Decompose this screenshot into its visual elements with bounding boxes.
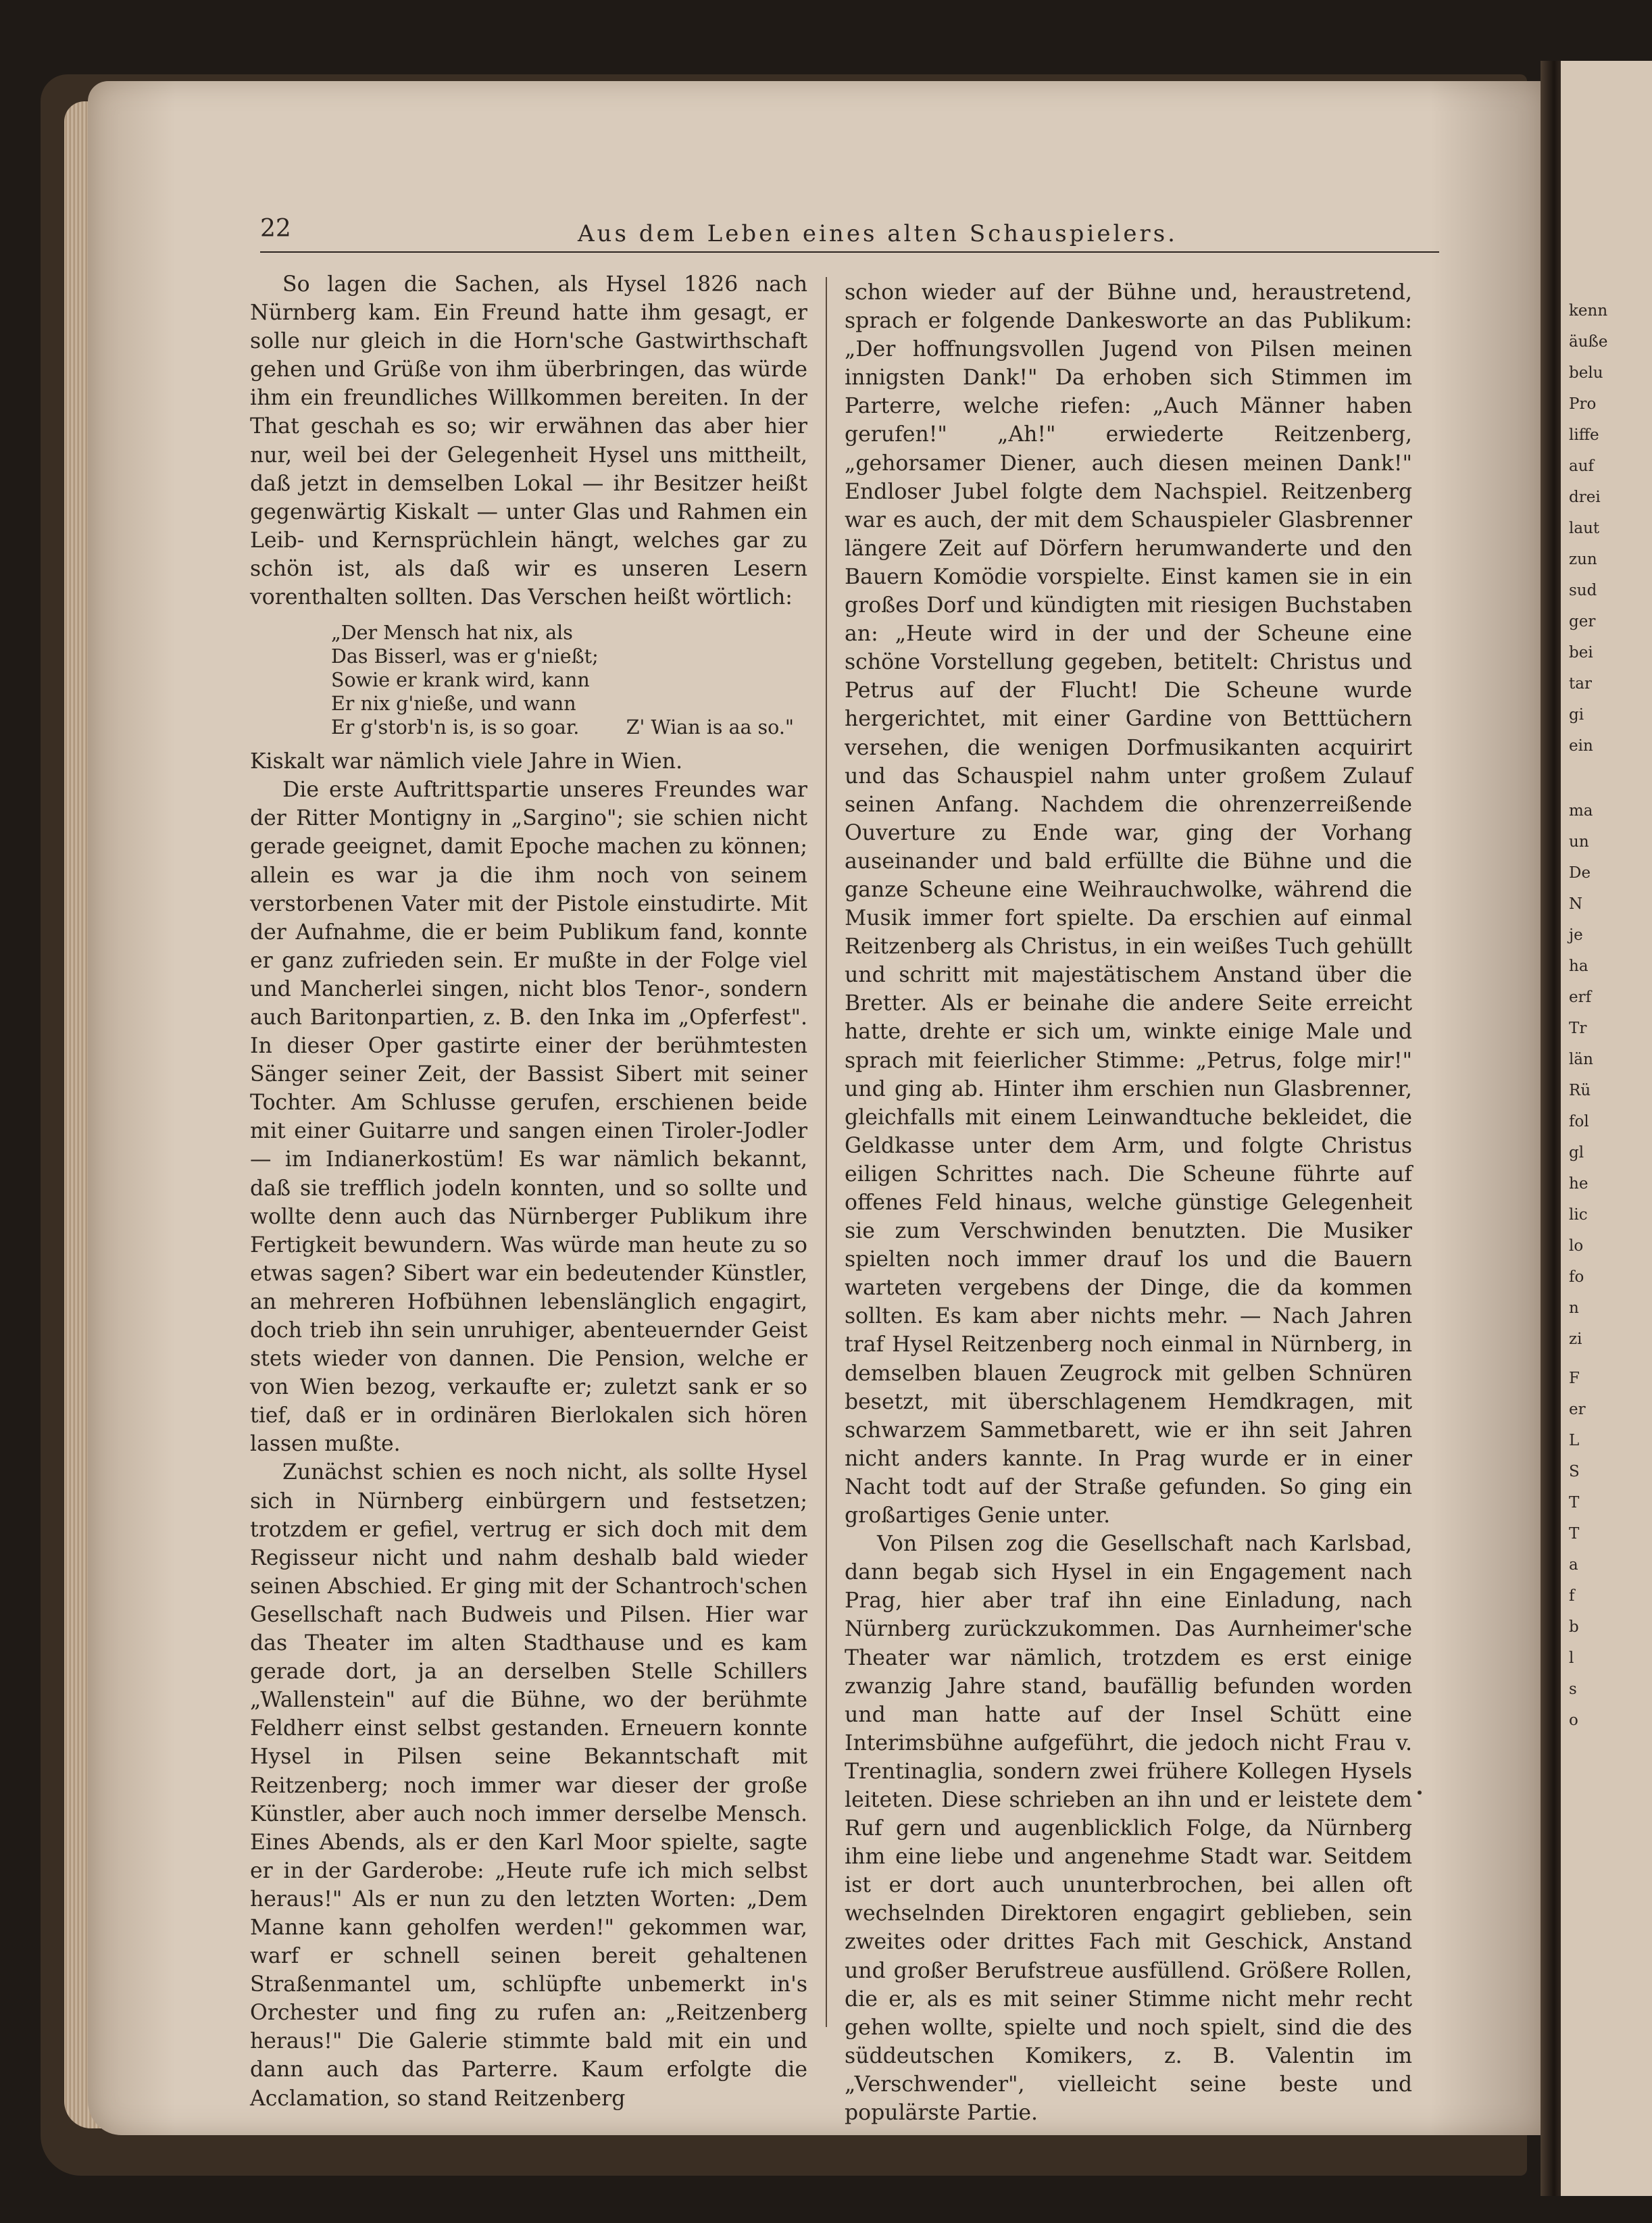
verse-line: Sowie er krank wird, kann: [331, 669, 590, 692]
facing-page-fragment: un: [1569, 833, 1589, 851]
verse-line: Er nix g'nieße, und wann: [331, 693, 576, 716]
facing-page-fragment: tar: [1569, 675, 1592, 693]
facing-page-fragment: äuße: [1569, 333, 1608, 351]
facing-page-fragment: f: [1569, 1587, 1575, 1605]
verse-line-final: [331, 716, 807, 739]
facing-page-fragment: s: [1569, 1680, 1577, 1698]
facing-page-fragment: ger: [1569, 613, 1596, 630]
facing-page-fragment: Pro: [1569, 395, 1597, 413]
paragraph: So lagen die Sachen, als Hysel 1826 nach Nürnberg kam. Ein Freund hatte ihm gesagt, er solle nur gleich in die Horn'sche Gastwirthschaft gehen und Grüße von ihm überbringen, das würde ihm ein freundliches Willkommen bereiten. In der That geschah es so; wir erwähnen das aber hier nur, weil bei der Gelegenheit Hysel uns mittheilt, daß jetzt in demselben Lokal — ihr Besitzer heißt gegenwärtig Kiskalt — unter Glas und Rahmen ein Leib- und Kernsprüchlein hängt, welches gar zu schön ist, als daß wir es unseren Lesern vorenthalten sollten. Das Verschen heißt wörtlich:: [250, 272, 807, 610]
facing-page-fragment: belu: [1569, 364, 1603, 382]
facing-page-fragment: gi: [1569, 706, 1584, 724]
page-number: 22: [260, 215, 291, 243]
verse-line: Das Bisserl, was er g'nießt;: [331, 645, 599, 668]
facing-page-fragment: erf: [1569, 989, 1592, 1006]
facing-page-fragment: län: [1569, 1051, 1593, 1068]
facing-page-fragment: bei: [1569, 644, 1593, 661]
facing-page-fragment: L: [1569, 1432, 1580, 1449]
facing-page-fragment: he: [1569, 1175, 1588, 1193]
facing-page-fragment: ha: [1569, 957, 1588, 975]
right-column: [845, 278, 1412, 2127]
page-header: [260, 211, 1439, 253]
facing-page-fragment: S: [1569, 1463, 1580, 1480]
facing-page-fragment: l: [1569, 1649, 1574, 1667]
facing-page-fragment: b: [1569, 1618, 1579, 1636]
facing-page-fragment: ein: [1569, 737, 1593, 755]
verse-tail: Z' Wian is aa so.": [626, 716, 794, 739]
column-divider: [826, 277, 827, 2027]
paragraph: Die erste Auftrittspartie unseres Freundes war der Ritter Montigny in „Sargino"; sie schien nicht gerade geeignet, damit Epoche machen zu können; allein es war ja die ihm noch von seinem verstorbenen Vater mit der Pistole einstudirte. Mit der Aufnahme, die er beim Publikum fand, konnte er ganz zufrieden sein. Er mußte in der Folge viel und Mancherlei singen, nicht blos Tenor-, sondern auch Baritonpartien, z. B. den Inka im „Opferfest". In dieser Oper gastirte einer der berühmtesten Sänger seiner Zeit, der Bassist Sibert mit seiner Tochter. Am Schlusse gerufen, erschienen beide mit einer Guitarre und sangen einen Tiroler-Jodler — im Indianerkostüm! Es war nämlich bekannt, daß sie trefflich jodeln konnten, und so sollte und wollte denn auch das Nürnberger Publikum ihre Fertigkeit bewundern. Was würde man heute zu so etwas sagen? Sibert war ein bedeutender Künstler, an mehreren Hofbühnen lebenslänglich engagirt, doch trieb ihn sein unruhiger, abenteuernder Geist stets wieder von dannen. Die Pension, welche er von Wien bezog, verkaufte er; zuletzt sank er so tief, daß er in ordinären Bierlokalen sich hören lassen mußte.: [250, 778, 807, 1457]
running-title: Aus dem Leben eines alten Schauspielers.: [578, 220, 1178, 247]
facing-page-fragment: Tr: [1569, 1020, 1587, 1037]
paragraph: Zunächst schien es noch nicht, als sollte Hysel sich in Nürnberg einbürgern und festsetzen; trotzdem er gefiel, vertrug er sich doch mit dem Regisseur nicht und nahm deshalb bald wieder seinen Abschied. Er ging mit der Schantroch'schen Gesellschaft nach Budweis und Pilsen. Hier war das Theater im alten Stadthause und es kam gerade dort, ja an derselben Stelle Schillers „Wallenstein" auf die Bühne, wo der berühmte Feldherr einst selbst gestanden. Erneuern konnte Hysel in Pilsen seine Bekanntschaft mit Reitzenberg; noch immer war dieser der große Künstler, aber auch noch immer derselbe Mensch. Eines Abends, als er den Karl Moor spielte, sagte er in der Garderobe: „Heute rufe ich mich selbst heraus!" Als er nun zu den letzten Worten: „Dem Manne kann geholfen werden!" gekommen war, warf er schnell seinen bereit gehaltenen Straßenmantel um, schlüpfte unbemerkt in's Orchester und fing zu rufen an: „Reitzenberg heraus!" Die Galerie stimmte bald mit ein und dann auch das Parterre. Kaum erfolgte die Acclamation, so stand Reitzenberg: [250, 1460, 807, 2111]
left-column: [250, 270, 807, 2113]
facing-page-fragment: drei: [1569, 489, 1601, 506]
facing-page-fragment: fo: [1569, 1268, 1584, 1286]
facing-page-fragment: T: [1569, 1525, 1580, 1543]
facing-page-fragment: o: [1569, 1712, 1578, 1729]
ink-speck: [1418, 1791, 1422, 1795]
facing-page: [1561, 61, 1652, 2196]
facing-page-fragment: T: [1569, 1494, 1580, 1512]
facing-page-fragment: zi: [1569, 1330, 1582, 1348]
facing-page-fragment: n: [1569, 1299, 1579, 1317]
facing-page-fragment: kenn: [1569, 302, 1608, 320]
facing-page-fragment: ma: [1569, 802, 1593, 820]
paragraph: Kiskalt war nämlich viele Jahre in Wien.: [250, 749, 683, 774]
verse-line: Er g'storb'n is, is so goar.: [331, 716, 580, 739]
facing-page-fragment: auf: [1569, 457, 1595, 475]
facing-page-fragment: zun: [1569, 551, 1597, 568]
facing-page-fragment: er: [1569, 1401, 1586, 1418]
facing-page-fragment: sud: [1569, 582, 1597, 599]
facing-page-fragment: gl: [1569, 1144, 1584, 1162]
paragraph: Von Pilsen zog die Gesellschaft nach Karlsbad, dann begab sich Hysel in ein Engagement nach Prag, hier aber traf ihn eine Einladung, nach Nürnberg zurückzukommen. Das Aurnheimer'sche Theater war nämlich, trotzdem es erst einige zwanzig Jahre stand, baufällig befunden worden und man hatte auf der Insel Schütt eine Interimsbühne aufgeführt, die jedoch nicht Frau v. Trentinaglia, sondern zwei frühere Kollegen Hysels leiteten. Diese schrieben an ihn und er leistete dem Ruf gern und augenblicklich Folge, da Nürnberg ihm eine liebe und angenehme Stadt war. Seitdem ist er dort auch ununterbrochen, bei allen oft wechselnden Direktoren engagirt geblieben, sein zweites oder drittes Fach mit Geschick, Anstand und großer Berufstreue ausfüllend. Größere Rollen, die er, als es mit seiner Stimme nicht mehr recht gehen wollte, spielte und noch spielt, sind die des süddeutschen Komikers, z. B. Valentin im „Verschwender", vielleicht seine beste und populärste Partie.: [845, 1532, 1412, 2125]
facing-page-fragment: fol: [1569, 1113, 1589, 1130]
facing-page-fragment: De: [1569, 864, 1591, 882]
facing-page-fragment: a: [1569, 1556, 1578, 1574]
facing-page-fragment: laut: [1569, 520, 1600, 537]
verse-line: „Der Mensch hat nix, als: [331, 622, 573, 645]
facing-page-fragment: je: [1569, 926, 1583, 944]
facing-page-fragment: lo: [1569, 1237, 1584, 1255]
paragraph: schon wieder auf der Bühne und, heraustretend, sprach er folgende Dankesworte an das Publikum: „Der hoffnungsvollen Jugend von Pilsen meinen innigsten Dank!" Da erhoben sich Stimmen im Parterre, welche riefen: „Auch Männer haben gerufen!" „Ah!" erwiederte Reitzenberg, „gehorsamer Diener, auch diesen meinen Dank!" Endloser Jubel folgte dem Nachspiel. Reitzenberg war es auch, der mit dem Schauspieler Glasbrenner längere Zeit auf Dörfern herumwanderte und den Bauern Komödie vorspielte. Einst kamen sie in ein großes Dorf und kündigten mit riesigen Buchstaben an: „Heute wird in der und der Scheune eine schöne Vorstellung gegeben, betitelt: Christus und Petrus auf der Flucht! Die Scheune wurde hergerichtet, mit einer Gardine von Betttüchern versehen, die wenigen Dorfmusikanten acquirirt und das Schauspiel nahm unter großem Zulauf seinen Anfang. Nachdem die ohrenzerreißende Ouverture zu Ende war, ging der Vorhang auseinander und bald erfüllte die Bühne und die ganze Scheune eine Weihrauchwolke, während die Musik immer fort spielte. Da erschien auf einmal Reitzenberg als Christus, in ein weißes Tuch gehüllt und schritt mit majestätischem Anstand über die Bretter. Als er beinahe die andere Seite erreicht hatte, drehte er sich um, winkte einige Male und sprach mit feierlicher Stimme: „Petrus, folge mir!" und ging ab. Hinter ihm erschien nun Glasbrenner, gleichfalls mit einem Leinwandtuche bekleidet, die Geldkasse unter dem Arm, und folgte Christus eiligen Schrittes nach. Die Scheune führte auf offenes Feld hinaus, welche günstige Gelegenheit sie zum Verschwinden benutzten. Die Musiker spielten noch immer drauf los und die Bauern warteten vergebens der Dinge, die da kommen sollten. Es kam aber nichts mehr. — Nach Jahren traf Hysel Reitzenberg noch einmal in Nürnberg, in demselben blauen Zeugrock mit gelben Schnüren besetzt, mit überschlagenem Hemdkragen, mit schwarzem Sammetbarett, wie er ihn seit Jahren nicht anders kannte. In Prag wurde er in einer Nacht todt auf der Straße gefunden. So ging ein großartiges Genie unter.: [845, 280, 1412, 1528]
facing-page-fragment: F: [1569, 1370, 1580, 1387]
verse-block: [250, 621, 807, 739]
facing-page-fragment: lic: [1569, 1206, 1588, 1224]
facing-page-fragment: liffe: [1569, 426, 1599, 444]
facing-page-fragment: N: [1569, 895, 1583, 913]
facing-page-fragment: Rü: [1569, 1082, 1591, 1099]
